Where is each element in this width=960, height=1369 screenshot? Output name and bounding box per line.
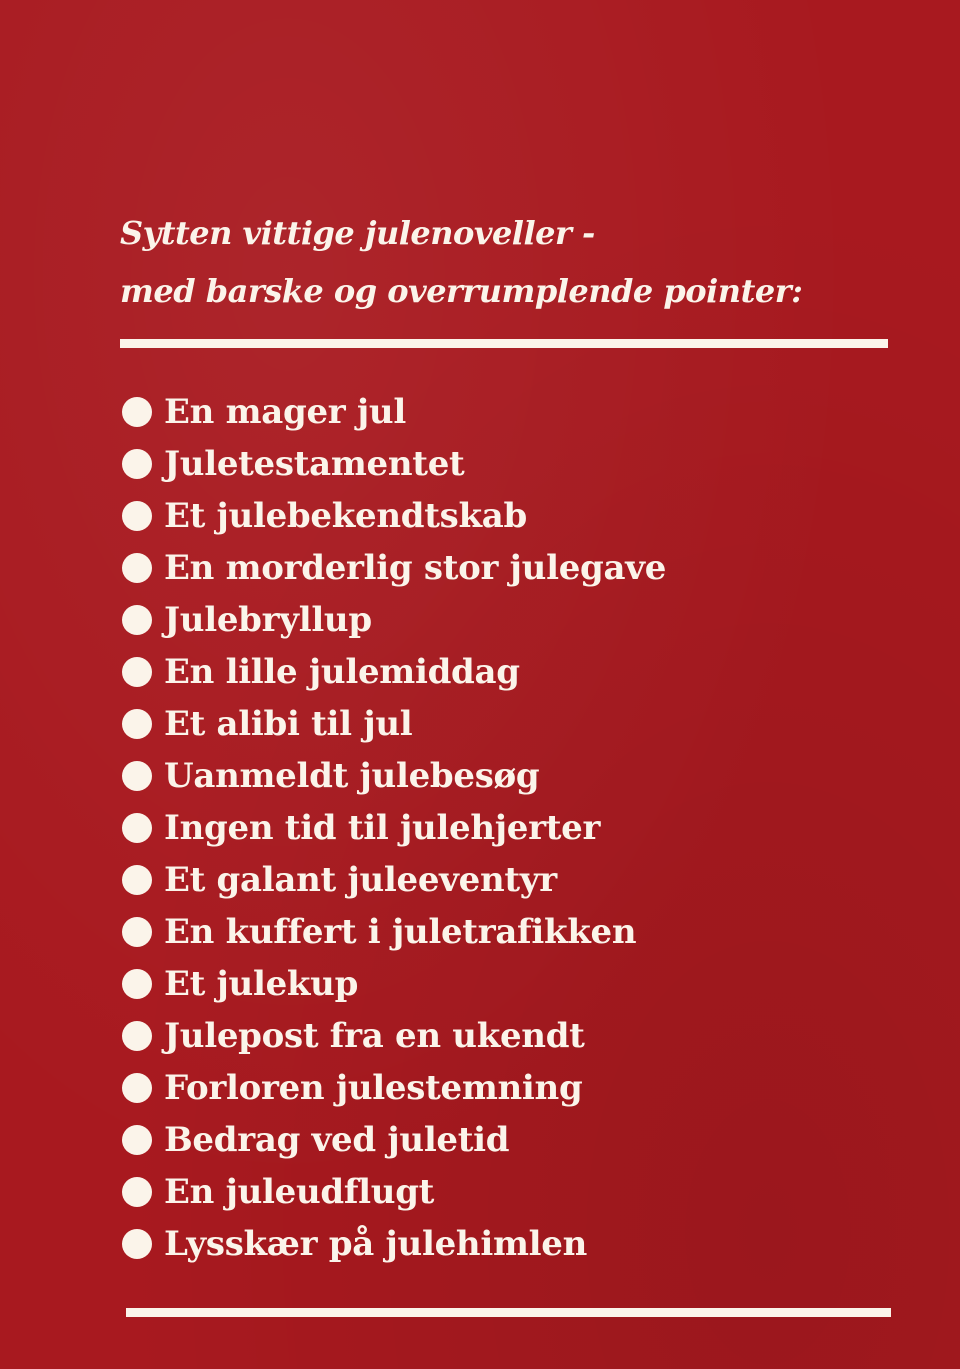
bullet-icon (122, 709, 152, 739)
tagline (120, 204, 900, 320)
story-title: Et alibi til jul (164, 704, 413, 744)
story-title: En morderlig stor julegave (164, 548, 667, 588)
bullet-icon (122, 761, 152, 791)
bullet-icon (122, 969, 152, 999)
story-title: Et julebekendtskab (164, 496, 527, 536)
list-item (122, 438, 666, 490)
bullet-icon (122, 657, 152, 687)
bullet-icon (122, 1125, 152, 1155)
list-item (122, 802, 666, 854)
list-item (122, 1010, 666, 1062)
story-title: Julebryllup (164, 600, 372, 640)
story-title: Ingen tid til julehjerter (164, 808, 601, 848)
story-title: En juleudflugt (164, 1172, 435, 1212)
story-title: En lille julemiddag (164, 652, 520, 692)
story-title: Julepost fra en ukendt (164, 1016, 585, 1056)
list-item (122, 490, 666, 542)
story-title: Et julekup (164, 964, 359, 1004)
list-item (122, 958, 666, 1010)
list-item (122, 906, 666, 958)
bullet-icon (122, 397, 152, 427)
story-list (122, 386, 666, 1270)
story-title: Uanmeldt julebesøg (164, 756, 540, 796)
bullet-icon (122, 1021, 152, 1051)
bullet-icon (122, 917, 152, 947)
story-title: Forloren julestemning (164, 1068, 583, 1108)
bullet-icon (122, 553, 152, 583)
tagline-line-2: med barske og overrumplende pointer: (120, 272, 803, 310)
bullet-icon (122, 501, 152, 531)
list-item (122, 594, 666, 646)
list-item (122, 854, 666, 906)
story-title: Et galant juleeventyr (164, 860, 557, 900)
bullet-icon (122, 1073, 152, 1103)
story-title: En mager jul (164, 392, 406, 432)
list-item (122, 386, 666, 438)
list-item (122, 646, 666, 698)
list-item (122, 1114, 666, 1166)
top-divider (120, 339, 888, 348)
story-title: Lysskær på julehimlen (164, 1224, 587, 1264)
list-item (122, 750, 666, 802)
list-item (122, 1218, 666, 1270)
story-title: En kuffert i juletrafikken (164, 912, 637, 952)
bullet-icon (122, 813, 152, 843)
bullet-icon (122, 1229, 152, 1259)
list-item (122, 1062, 666, 1114)
bullet-icon (122, 449, 152, 479)
bullet-icon (122, 865, 152, 895)
story-title: Bedrag ved juletid (164, 1120, 510, 1160)
bullet-icon (122, 1177, 152, 1207)
list-item (122, 542, 666, 594)
bullet-icon (122, 605, 152, 635)
story-title: Juletestamentet (164, 444, 465, 484)
tagline-line-1: Sytten vittige julenoveller - (120, 214, 595, 252)
list-item (122, 698, 666, 750)
bottom-divider (126, 1308, 891, 1317)
list-item (122, 1166, 666, 1218)
